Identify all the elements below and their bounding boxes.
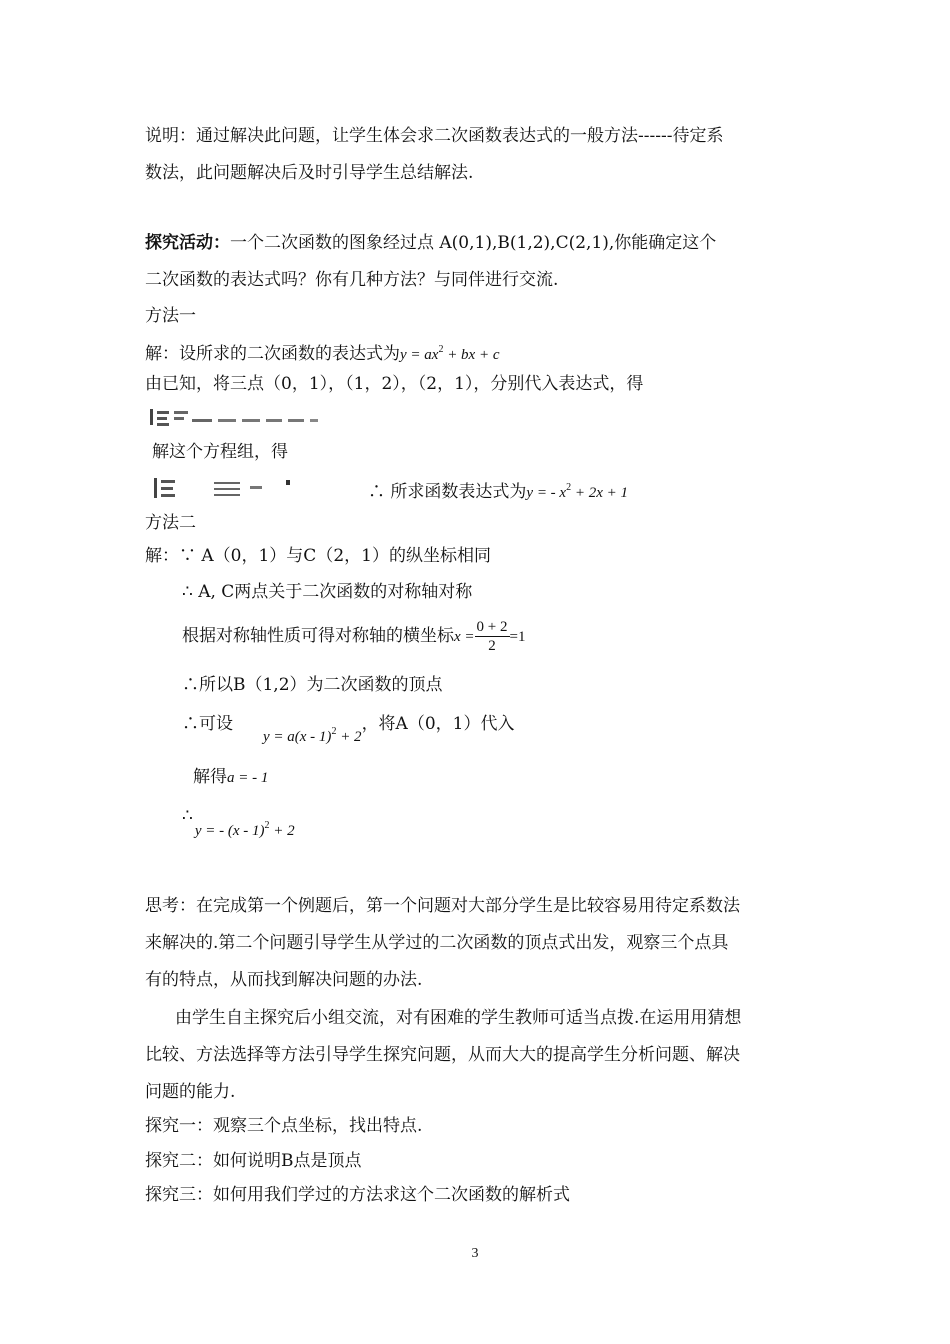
para-line-1: 由学生自主探究后小组交流，对有困难的学生教师可适当点拨.在运用用猜想 — [175, 1008, 742, 1028]
method-one-substitute: 由已知，将三点（0，1），（1，2），（2，1），分别代入表达式，得 — [145, 374, 644, 394]
para-line-2: 比较、方法选择等方法引导学生探究问题，从而大大的提高学生分析问题、解决 — [145, 1045, 740, 1065]
explore-two: 探究二：如何说明B点是顶点 — [145, 1151, 362, 1171]
method-one-solve: 解这个方程组，得 — [152, 442, 288, 462]
substitute-text: ，将A（0，1）代入 — [361, 714, 515, 734]
method-two-line-2: ∴ A, C两点关于二次函数的对称轴对称 — [182, 582, 473, 602]
solution-text: 解：设所求的二次函数的表达式为 — [145, 344, 400, 364]
activity-line-2: 二次函数的表达式吗？你有几种方法？与同伴进行交流. — [145, 270, 559, 290]
explore-one: 探究一：观察三个点坐标，找出特点. — [145, 1116, 423, 1136]
axis-fraction — [475, 618, 510, 655]
think-line-1: 思考：在完成第一个例题后，第一个问题对大部分学生是比较容易用待定系数法 — [145, 896, 740, 916]
method-two-line-6 — [193, 765, 268, 790]
general-formula: $y = ax^2$ + bx + c — [400, 344, 500, 363]
activity-text: 一个二次函数的图象经过点 A(0,1),B(1,2),C(2,1),你能确定这个 — [230, 233, 717, 253]
final-formula: y = - (x - 1)$^2$ + 2 — [194, 820, 295, 839]
method-one-solution — [145, 338, 500, 367]
equation-system-image — [148, 405, 338, 429]
let-text: ∴可设 — [182, 714, 233, 734]
activity-label: 探究活动： — [145, 233, 230, 253]
method-two-line-4: ∴所以B（1,2）为二次函数的顶点 — [182, 675, 443, 695]
a-value: a = - 1 — [227, 770, 269, 786]
explanation-line-1: 说明：通过解决此问题，让学生体会求二次函数表达式的一般方法------待定系 — [145, 126, 724, 146]
method-two-line-5 — [182, 708, 515, 745]
therefore-symbol: ∴ — [182, 806, 193, 826]
method-one-title: 方法一 — [145, 306, 196, 326]
method-one-result — [368, 476, 628, 505]
method-two-line-7 — [182, 800, 295, 839]
solve-text: 解得 — [193, 767, 227, 787]
blurred-solution-values — [152, 476, 302, 500]
method-two-line-1: 解：∵ A（0，1）与C（2，1）的纵坐标相同 — [145, 546, 491, 566]
explanation-line-2: 数法，此问题解决后及时引导学生总结解法. — [145, 163, 474, 183]
fraction-numerator: 0 + 2 — [476, 619, 508, 635]
solution-values-image — [152, 476, 302, 500]
think-line-3: 有的特点，从而找到解决问题的办法. — [145, 970, 423, 990]
therefore-text: ∴ 所求函数表达式为 — [368, 482, 527, 502]
vertex-formula: y = a(x - 1)$^2$ + 2 — [263, 726, 362, 745]
para-line-3: 问题的能力. — [145, 1082, 236, 1102]
blurred-equation-system — [148, 405, 338, 429]
think-line-2: 来解决的.第二个问题引导学生从学过的二次函数的顶点式出发，观察三个点具 — [145, 933, 729, 953]
result-formula: y = - $x^2 + 2x + 1$ — [526, 482, 628, 501]
method-two-title: 方法二 — [145, 513, 196, 533]
axis-text: 根据对称轴性质可得对称轴的横坐标 — [182, 626, 454, 646]
page-number: 3 — [471, 1246, 479, 1261]
axis-value: =1 — [509, 629, 526, 645]
activity-line-1 — [145, 231, 716, 255]
fraction-denominator: 2 — [488, 638, 496, 654]
axis-x: x = — [454, 629, 475, 645]
method-two-line-3 — [182, 618, 525, 655]
explore-three: 探究三：如何用我们学过的方法求这个二次函数的解析式 — [145, 1185, 570, 1205]
